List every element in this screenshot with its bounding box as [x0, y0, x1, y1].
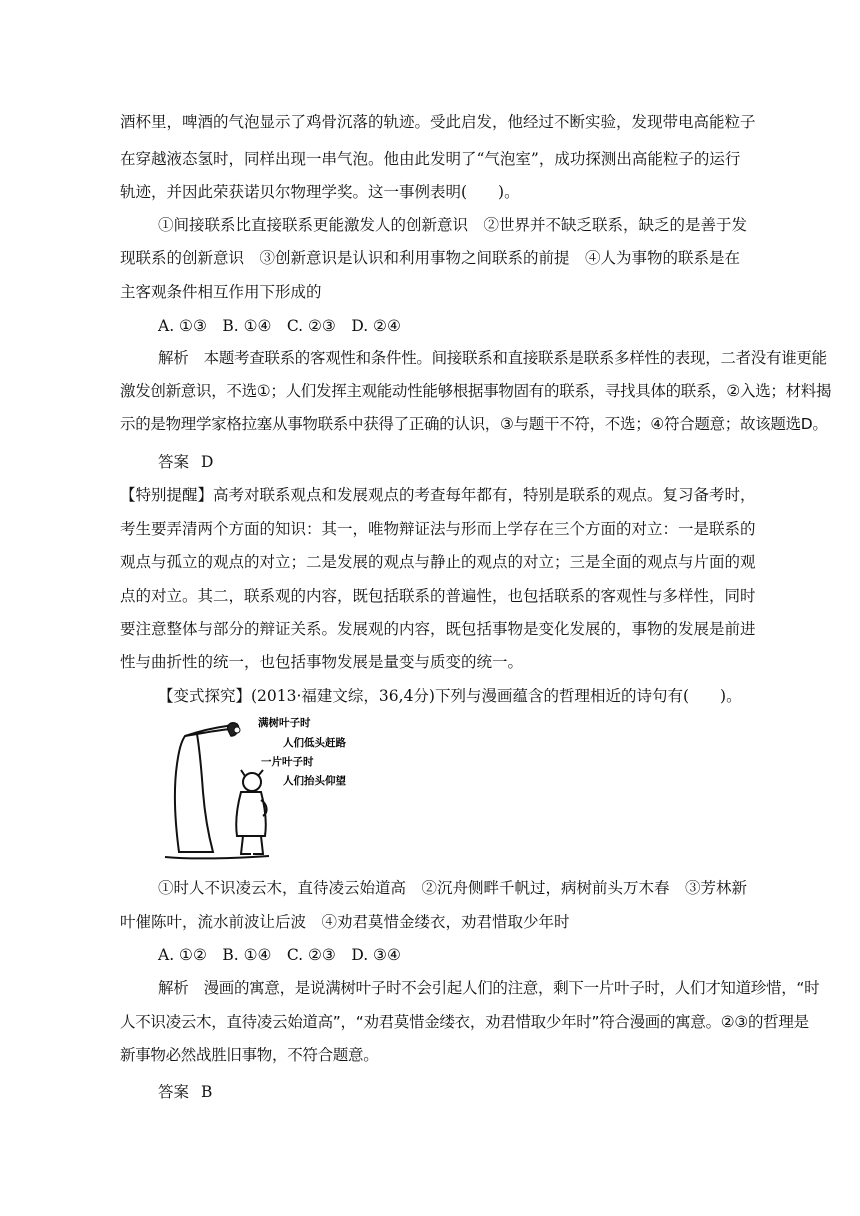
q1-statement-line-3: 主客观条件相互作用下形成的: [120, 283, 322, 301]
caption-line-3: 一片叶子时: [261, 756, 314, 768]
q1-stem-line-1: 酒杯里，啤酒的气泡显示了鸡骨沉落的轨迹。受此启发，他经过不断实验，发现带电高能粒子: [120, 113, 756, 131]
q2-analysis-line-3: 新事物必然战胜旧事物，不符合题意。: [120, 1046, 379, 1064]
tip-line-4: 点的对立。其二，联系观的内容，既包括联系的普遍性，也包括联系的客观性与多样性，同时: [120, 587, 756, 605]
caption-line-1: 满树叶子时: [258, 717, 311, 729]
person-legs: [241, 836, 263, 854]
q1-stem-line-3: 轨迹，并因此荣获诺贝尔物理学奖。这一事例表明( )。: [120, 183, 520, 201]
q1-analysis-line-1: 解析 本题考查联系的客观性和条件性。间接联系和直接联系是联系多样性的表现，二者没有谁更能: [158, 349, 827, 367]
q2-answer: [158, 1081, 798, 1103]
q1-statement-line-2: 现联系的创新意识 ③创新意识是认识和利用事物之间联系的前提 ④人为事物的联系是在: [120, 249, 741, 267]
q1-analysis-line-3: 示的是物理学家格拉塞从事物联系中获得了正确的认识，③与题干不符，不选；④符合题意；故该题选D。: [120, 415, 828, 433]
q2-answer-value: B: [201, 1083, 213, 1101]
q2-analysis-line-2: 人不识凌云木，直待凌云始道高”，“劝君莫惜金缕衣，劝君惜取少年时”符合漫画的寓意。②③的哲理是: [120, 1013, 809, 1031]
ground-line: [165, 856, 269, 859]
q1-analysis-line-2: 激发创新意识，不选①；人们发挥主观能动性能够根据事物固有的联系，寻找具体的联系，②入选；材料揭: [120, 382, 832, 400]
q1-statement-line-1: ①间接联系比直接联系更能激发人的创新意识 ②世界并不缺乏联系，缺乏的是善于发: [158, 216, 748, 234]
tip-line-6: 性与曲折性的统一，也包括事物发展是量变与质变的统一。: [120, 653, 524, 671]
q1-answer: [158, 451, 798, 473]
cartoon-illustration: [157, 712, 393, 868]
tip-line-5: 要注意整体与部分的辩证关系。发展观的内容，既包括事物是变化发展的，事物的发展是前进: [120, 620, 756, 638]
caption-line-4: 人们抬头仰望: [283, 775, 346, 787]
q2-analysis-line-1: 解析 漫画的寓意，是说满树叶子时不会引起人们的注意，剩下一片叶子时，人们才知道珍惜，“时: [158, 979, 820, 997]
caption-line-2: 人们低头赶路: [283, 737, 346, 749]
q1-answer-label: 答案: [158, 453, 190, 471]
leaf-highlight: [234, 727, 240, 733]
person-body: [236, 792, 266, 836]
tip-line-2: 考生要弄清两个方面的知识：其一，唯物辩证法与形而上学存在三个方面的对立：一是联系的: [120, 520, 756, 538]
q2-options: A. ①② B. ①④ C. ②③ D. ③④: [158, 946, 401, 964]
q2-answer-label: 答案: [158, 1083, 190, 1101]
tip-line-1: 【特别提醒】高考对联系观点和发展观点的考查每年都有，特别是联系的观点。复习备考时，: [120, 486, 756, 504]
q1-options: A. ①③ B. ①④ C. ②③ D. ②④: [158, 317, 401, 335]
tip-line-3: 观点与孤立的观点的对立；二是发展的观点与静止的观点的对立；三是全面的观点与片面的观: [120, 553, 756, 571]
q2-statement-line-1: ①时人不识凌云木，直待凌云始道高 ②沉舟侧畔千帆过，病树前头万木春 ③芳林新: [158, 879, 748, 897]
tree-trunk: [175, 734, 213, 852]
q2-statement-line-2: 叶催陈叶，流水前波让后波 ④劝君莫惜金缕衣，劝君惜取少年时: [120, 913, 570, 931]
tree-branch: [185, 724, 233, 736]
q1-stem-line-2: 在穿越液态氢时，同样出现一串气泡。他由此发明了“气泡室”，成功探测出高能粒子的运行: [120, 150, 741, 168]
q1-answer-value: D: [201, 453, 214, 471]
q2-title: 【变式探究】(2013·福建文综，36,4分)下列与漫画蕴含的哲理相近的诗句有( )。: [158, 687, 742, 705]
